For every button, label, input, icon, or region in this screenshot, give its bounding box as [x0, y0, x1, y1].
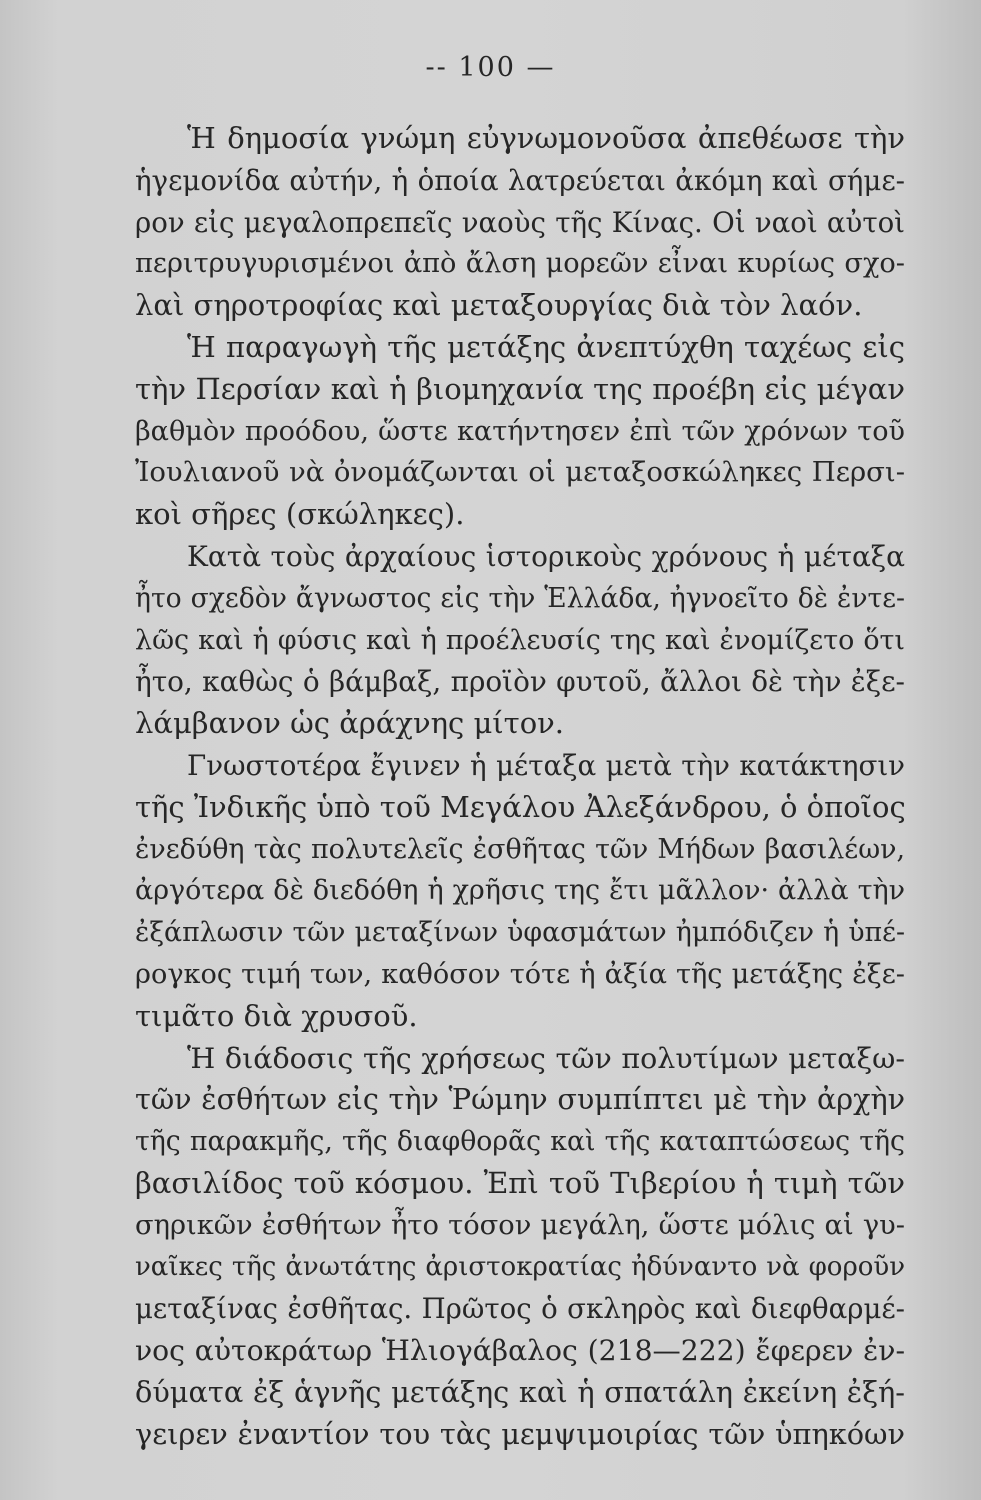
body-text	[135, 118, 905, 1456]
text-line: βαθμὸν προόδου, ὥστε κατήντησεν ἐπὶ τῶν χρόνων τοῦ	[135, 415, 905, 447]
text-line: Ἡ παραγωγὴ τῆς μετάξης ἀνεπτύχθη ταχέως εἰς	[187, 329, 905, 364]
text-line: ἦτο σχεδὸν ἄγνωστος εἰς τὴν Ἑλλάδα, ἠγνοεῖτο δὲ ἐντε-	[135, 582, 905, 614]
text-line: δύματα ἐξ ἁγνῆς μετάξης καὶ ἡ σπατάλη ἐκείνη ἐξή-	[135, 1374, 905, 1409]
text-line: λάμβανον ὡς ἀράχνης μίτον.	[135, 706, 565, 741]
text-line: ναῖκες τῆς ἀνωτάτης ἀριστοκρατίας ἠδύναντο νὰ φοροῦν	[135, 1251, 905, 1282]
text-line: Ἰουλιανοῦ νὰ ὀνομάζωνται οἱ μεταξοσκώληκες Περσι-	[135, 456, 905, 489]
text-line: τὴν Περσίαν καὶ ἡ βιομηχανία της προέβη εἰς μέγαν	[135, 371, 905, 406]
text-line: τῆς παρακμῆς, τῆς διαφθορᾶς καὶ τῆς καταπτώσεως τῆς	[135, 1126, 905, 1158]
text-line: κοὶ σῆρες (σκώληκες).	[135, 497, 465, 532]
text-line: λῶς καὶ ἡ φύσις καὶ ἡ προέλευσίς της καὶ ἐνομίζετο ὅτι	[135, 624, 905, 656]
text-line: Ἡ δημοσία γνώμη εὐγνωμονοῦσα ἀπεθέωσε τὴν	[187, 121, 905, 155]
text-line: ρον εἰς μεγαλοπρεπεῖς ναοὺς τῆς Κίνας. Οἱ ναοὶ αὐτοὶ	[135, 205, 905, 239]
text-line: τῶν ἐσθήτων εἰς τὴν Ῥώμην συμπίπτει μὲ τὴν ἀρχὴν	[135, 1082, 905, 1117]
text-line: τιμᾶτο διὰ χρυσοῦ.	[135, 998, 418, 1033]
text-line: Κατὰ τοὺς ἀρχαίους ἱστορικοὺς χρόνους ἡ μέταξα	[187, 539, 905, 573]
page-number: -- 100 —	[425, 52, 556, 83]
text-line: λαὶ σηροτροφίας καὶ μεταξουργίας διὰ τὸν λαόν.	[135, 288, 863, 323]
text-line: τῆς Ἰνδικῆς ὑπὸ τοῦ Μεγάλου Ἀλεξάνδρου, ὁ ὁποῖος	[135, 789, 906, 824]
text-line: Ἡ διάδοσις τῆς χρήσεως τῶν πολυτίμων μεταξω-	[187, 1041, 905, 1075]
text-line: ἐνεδύθη τὰς πολυτελεῖς ἐσθῆτας τῶν Μήδων βασιλέων,	[135, 833, 905, 865]
text-line: ἀργότερα δὲ διεδόθη ἡ χρῆσις της ἔτι μᾶλλον· ἀλλὰ τὴν	[135, 875, 905, 907]
text-line: σηρικῶν ἐσθήτων ἦτο τόσον μεγάλη, ὥστε μόλις αἱ γυ-	[135, 1209, 905, 1241]
text-line: ἐξάπλωσιν τῶν μεταξίνων ὑφασμάτων ἠμπόδιζεν ἡ ὑπέ-	[135, 917, 905, 949]
text-line: ἦτο, καθὼς ὁ βάμβαξ, προϊὸν φυτοῦ, ἄλλοι δὲ τὴν ἐξε-	[135, 665, 905, 699]
text-line: ἡγεμονίδα αὐτήν, ἡ ὁποία λατρεύεται ἀκόμη καὶ σήμε-	[135, 163, 905, 197]
text-line: Γνωστοτέρα ἔγινεν ἡ μέταξα μετὰ τὴν κατάκτησιν	[187, 748, 905, 782]
text-line: βασιλίδος τοῦ κόσμου. Ἐπὶ τοῦ Τιβερίου ἡ τιμὴ τῶν	[135, 1165, 905, 1200]
text-line: νος αὐτοκράτωρ Ἡλιογάβαλος (218—222) ἔφερεν ἐν-	[135, 1334, 905, 1368]
text-line: ρογκος τιμή των, καθόσον τότε ἡ ἀξία τῆς μετάξης ἐξε-	[135, 958, 905, 990]
text-line: γειρεν ἐναντίον του τὰς μεμψιμοιρίας τῶν ὑπηκόων	[135, 1416, 905, 1451]
text-line: περιτρυγυρισμένοι ἀπὸ ἄλση μορεῶν εἶναι κυρίως σχο-	[135, 248, 905, 280]
text-line: μεταξίνας ἐσθῆτας. Πρῶτος ὁ σκληρὸς καὶ διεφθαρμέ-	[135, 1292, 905, 1326]
